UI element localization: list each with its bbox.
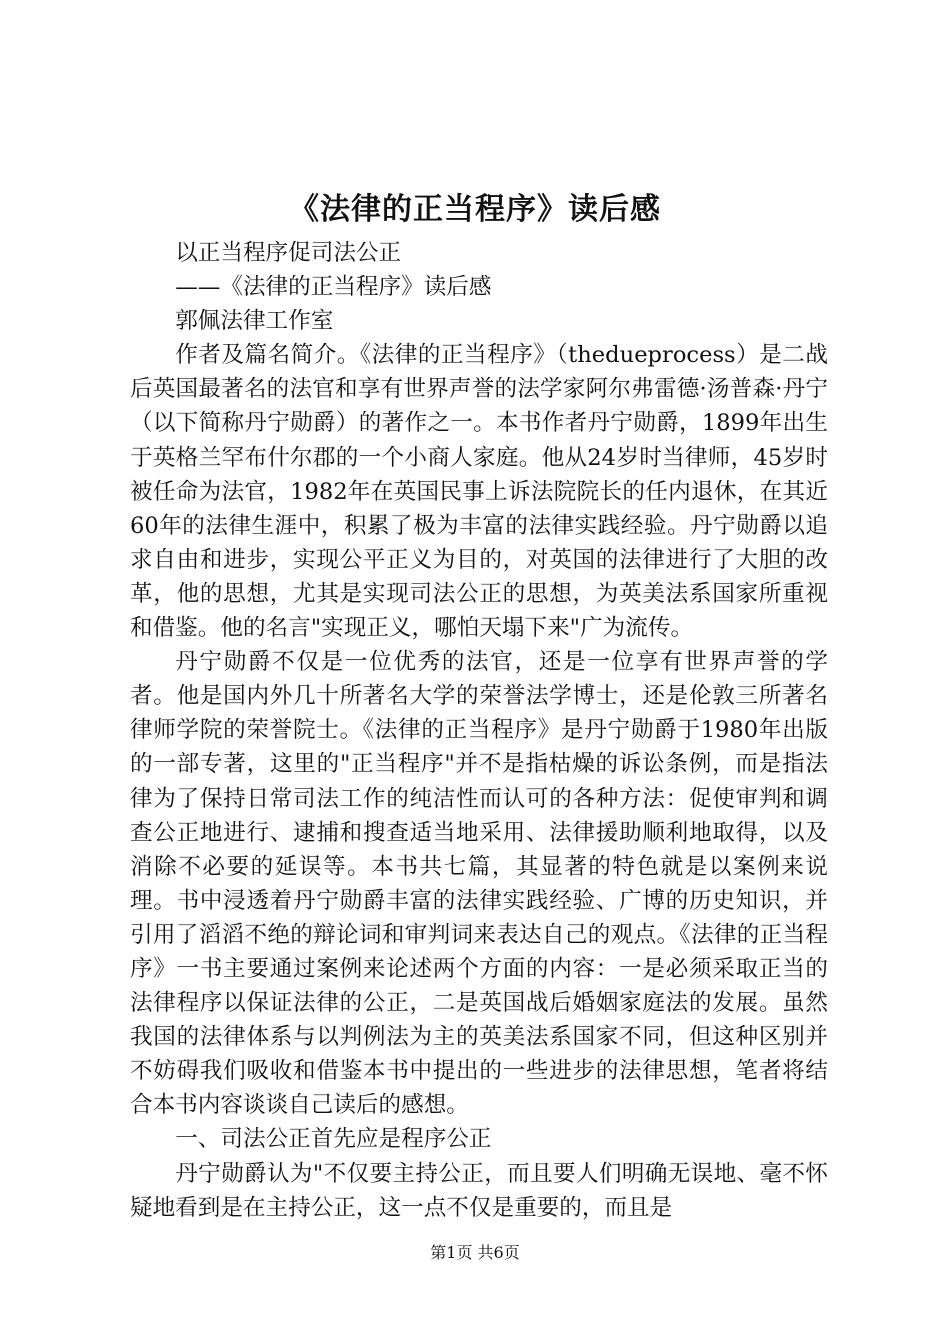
- subtitle-secondary: ——《法律的正当程序》读后感: [175, 274, 492, 301]
- body-paragraph: 丹宁勋爵不仅是一位优秀的法官，还是一位享有世界声誉的学者。他是国内外几十所著名大学的荣誉法学博士，还是伦敦三所著名律师学院的荣誉院士。《法律的正当程序》是丹宁勋爵于1980年出版的一部专著，这里的"正当程序"并不是指枯燥的诉讼条例，而是指法律为了保持日常司法工作的纯洁性而认可的各种方法：促使审判和调查公正地进行、逮捕和搜查适当地采用、法律援助顺利地取得，以及消除不必要的延误等。本书共七篇，其显著的特色就是以案例来说理。书中浸透着丹宁勋爵丰富的法律实践经验、广博的历史知识，并引用了滔滔不绝的辩论词和审判词来表达自己的观点。《法律的正当程序》一书主要通过案例来论述两个方面的内容：一是必须采取正当的法律程序以保证法律的公正，二是英国战后婚姻家庭法的发展。虽然我国的法律体系与以判例法为主的英美法系国家不同，但这种区别并不妨碍我们吸收和借鉴本书中提出的一些进步的法律思想，笔者将结合本书内容谈谈自己读后的感想。: [130, 649, 828, 1119]
- page-footer: 第1页 共6页: [430, 1243, 520, 1262]
- document-body: [130, 236, 828, 1225]
- document-title: 《法律的正当程序》读后感: [289, 192, 661, 227]
- subtitle: 以正当程序促司法公正: [175, 240, 402, 266]
- body-paragraph: 作者及篇名简介。《法律的正当程序》（thedueprocess）是二战后英国最著名的法官和享有世界声誉的法学家阿尔弗雷德·汤普森·丹宁（以下简称丹宁勋爵）的著作之一。本书作者丹宁勋爵，1899年出生于英格兰罕布什尔郡的一个小商人家庭。他从24岁时当律师，45岁时被任命为法官，1982年在英国民事上诉法院院长的任内退休，在其近60年的法律生涯中，积累了极为丰富的法律实践经验。丹宁勋爵以追求自由和进步，实现公平正义为目的，对英国的法律进行了大胆的改革，他的思想，尤其是实现司法公正的思想，为英美法系国家所重视和借鉴。他的名言"实现正义，哪怕天塌下来"广为流传。: [130, 342, 828, 642]
- author-line: 郭佩法律工作室: [175, 308, 334, 335]
- body-paragraph: 丹宁勋爵认为"不仅要主持公正，而且要人们明确无误地、毫不怀疑地看到是在主持公正，这一点不仅是重要的，而且是: [130, 1160, 828, 1221]
- section-heading: 一、司法公正首先应是程序公正: [175, 1126, 492, 1153]
